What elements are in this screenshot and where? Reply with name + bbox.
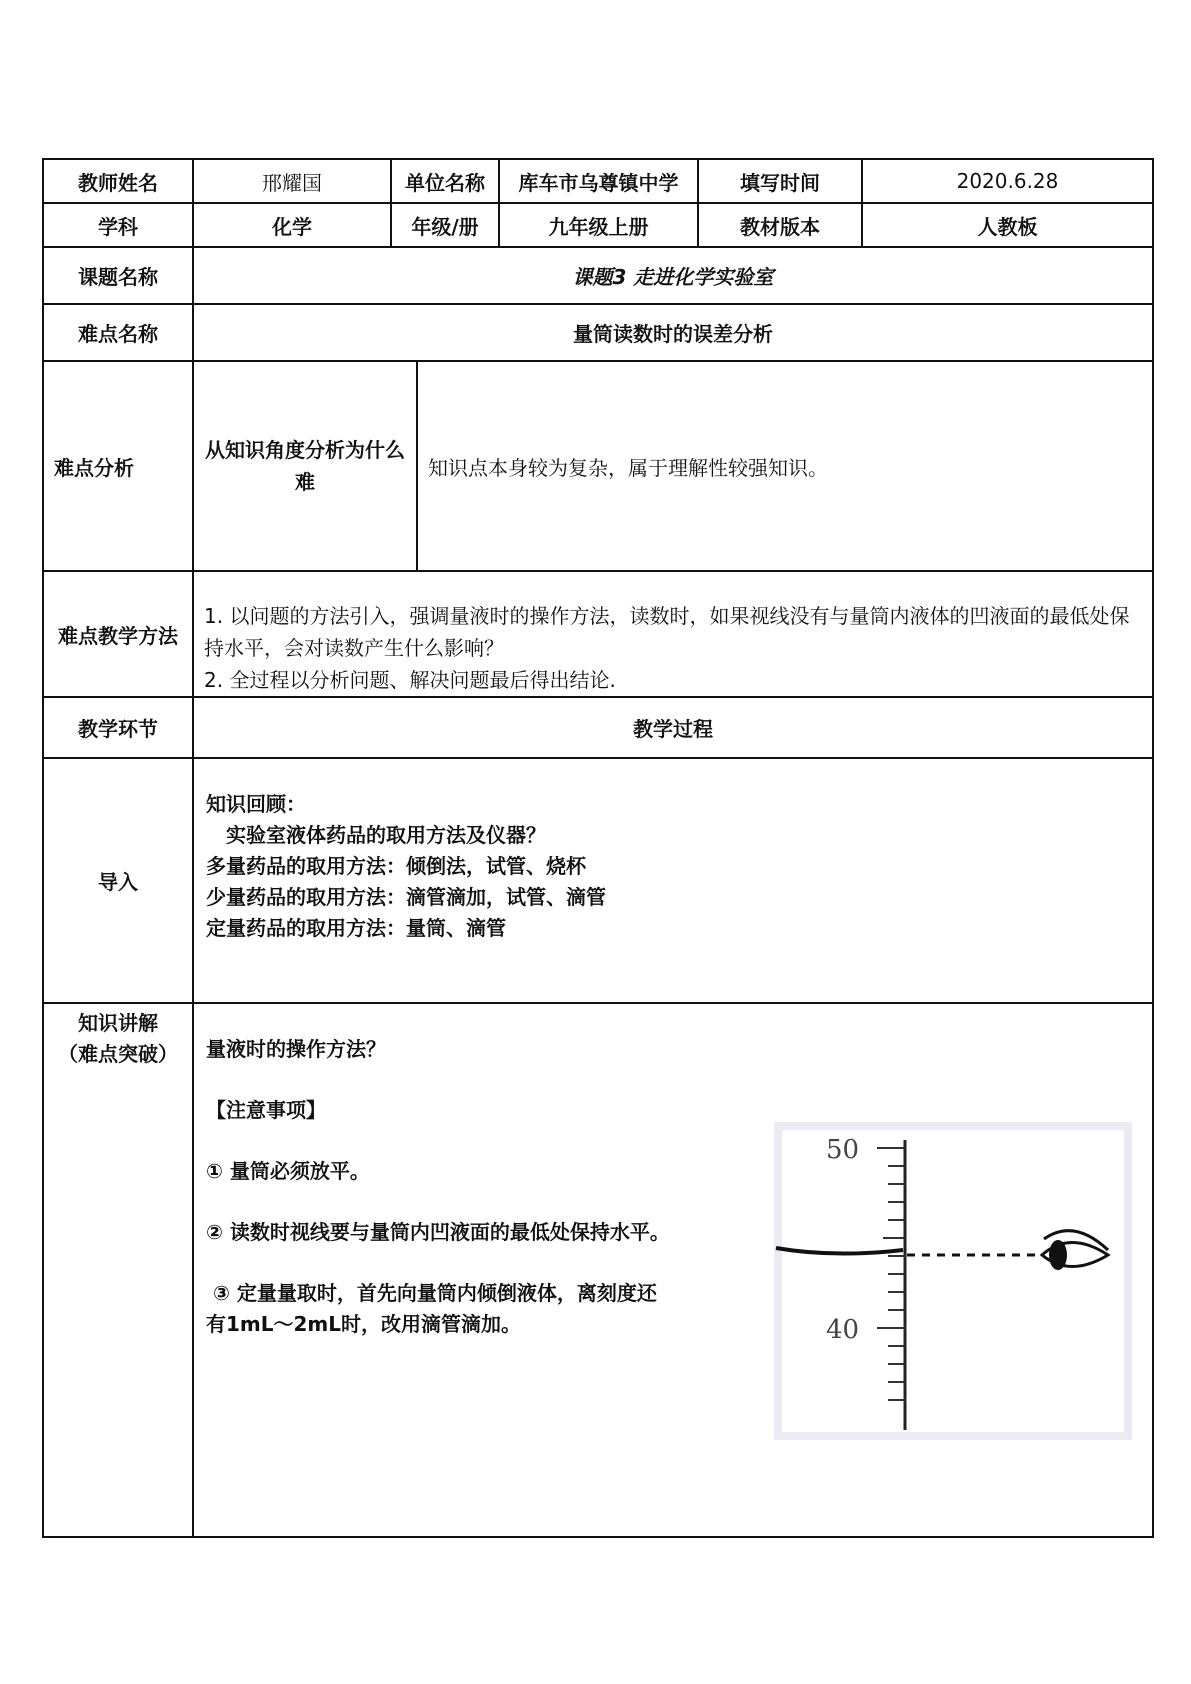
analysis-sublabel: 从知识角度分析为什么难 [194, 362, 417, 570]
intro-line: 多量药品的取用方法：倾倒法，试管、烧杯 [206, 854, 586, 878]
difficulty-title: 量筒读数时的误差分析 [193, 304, 1153, 361]
label-process-stage: 教学环节 [43, 697, 193, 758]
notes-title: 【注意事项】 [206, 1098, 326, 1122]
grade: 九年级上册 [499, 203, 698, 247]
intro-line: 少量药品的取用方法：滴管滴加，试管、滴管 [206, 885, 606, 909]
note-2: ② 读数时视线要与量筒内凹液面的最低处保持水平。 [206, 1220, 670, 1244]
intro-line: 知识回顾： [206, 792, 306, 816]
label-grade: 年级/册 [391, 203, 499, 247]
intro-line: 实验室液体药品的取用方法及仪器？ [206, 823, 546, 847]
cylinder-reading-diagram [774, 1122, 1132, 1440]
label-explain-line1: 知识讲解 [78, 1011, 158, 1035]
explain-question: 量液时的操作方法？ [206, 1037, 386, 1061]
analysis-text: 知识点本身较为复杂，属于理解性较强知识。 [428, 455, 828, 480]
edition: 人教板 [862, 203, 1153, 247]
process-header: 教学过程 [193, 697, 1153, 758]
method-line1: 1. 以问题的方法引入，强调量液时的操作方法，读数时，如果视线没有与量筒内液体的凹液面的最低处保持水平，会对读数产生什么影响？ [204, 604, 1130, 660]
label-teacher: 教师姓名 [43, 159, 193, 203]
cylinder-reading-figure [774, 1122, 1132, 1440]
intro-line: 定量药品的取用方法：量筒、滴管 [206, 916, 506, 940]
tick-label-50: 50 [826, 1135, 860, 1165]
tick-label-40: 40 [826, 1315, 860, 1345]
method-line2: 2. 全过程以分析问题、解决问题最后得出结论. [204, 668, 616, 692]
label-time: 填写时间 [698, 159, 862, 203]
label-edition: 教材版本 [698, 203, 862, 247]
topic-title: 课题3 走进化学实验室 [193, 247, 1153, 304]
explain-cell [193, 1003, 1153, 1537]
label-explain-line2: （难点突破） [58, 1042, 178, 1066]
intro-cell [193, 758, 1153, 1003]
label-explain [43, 1003, 193, 1537]
unit-name: 库车市乌尊镇中学 [499, 159, 698, 203]
note-3: ③ 定量量取时，首先向量筒内倾倒液体，离刻度还有1mL～2mL时，改用滴管滴加。 [206, 1281, 657, 1336]
fill-date: 2020.6.28 [862, 159, 1153, 203]
subject: 化学 [193, 203, 391, 247]
lesson-plan-table [42, 158, 1154, 1534]
label-method: 难点教学方法 [43, 571, 193, 697]
note-1: ① 量筒必须放平。 [206, 1159, 370, 1183]
label-difficulty: 难点名称 [43, 304, 193, 361]
label-analysis: 难点分析 [43, 361, 193, 571]
label-topic: 课题名称 [43, 247, 193, 304]
teacher-name: 邢耀国 [193, 159, 391, 203]
label-subject: 学科 [43, 203, 193, 247]
label-unit: 单位名称 [391, 159, 499, 203]
label-intro: 导入 [43, 758, 193, 1003]
analysis-cell [193, 361, 1153, 571]
method-cell [193, 571, 1153, 697]
